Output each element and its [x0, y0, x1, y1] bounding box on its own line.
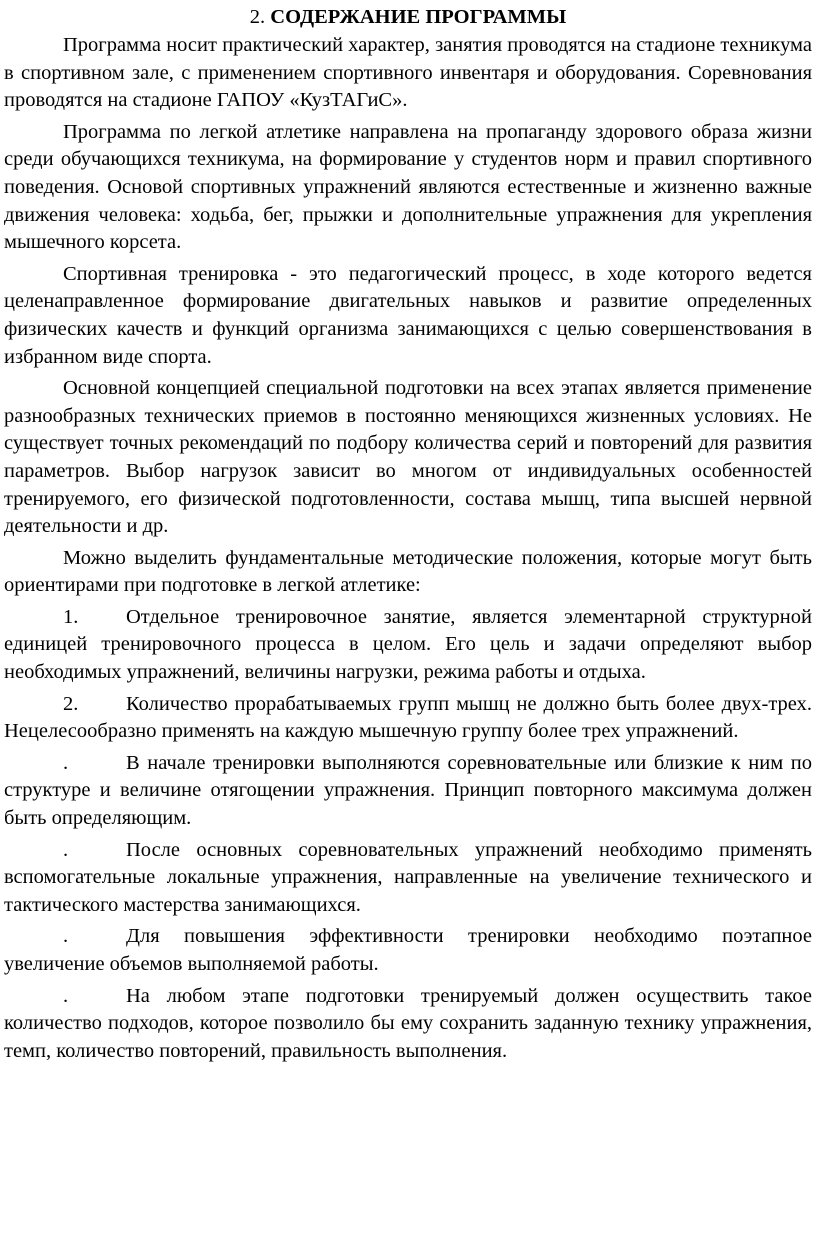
list-item — [4, 750, 812, 833]
list-item-marker: . — [63, 925, 69, 948]
list-item-text: На любом этапе подготовки тренируемый должен осуществить такое количество подходов, которое позволило бы ему сохранить заданную технику упражнения, темп, количество повторений, правильность выполнения. — [4, 984, 812, 1062]
list-item — [4, 983, 812, 1066]
list-item-text: После основных соревновательных упражнений необходимо применять вспомогательные локальные упражнения, направленные на увеличение технического и тактического мастерства занимающихся. — [4, 838, 812, 916]
list-item-marker: . — [63, 838, 69, 861]
section-number: 2. — [249, 6, 266, 28]
list-item-marker: 2. — [63, 692, 79, 715]
list-item-text: В начале тренировки выполняются соревновательные или близкие к ним по структуре и величине отягощении упражнения. Принцип повторного максимума должен быть определяющим. — [4, 751, 812, 830]
paragraph-core-concept: Основной концепцией специальной подготовки на всех этапах является применение разнообразных технических приемов в постоянно меняющихся жизненных условиях. Не существует точных рекомендаций по подбору количества серий и повторений для развития параметров. Выбор нагрузок зависит во многом от индивидуальных особенностей тренируемого, его физической подготовленности, состава мышц, типа высшей нервной деятельности и др. — [4, 377, 812, 538]
list-item — [4, 604, 812, 687]
list-item — [4, 837, 812, 920]
paragraph-principles-intro: Можно выделить фундаментальные методические положения, которые могут быть ориентирами при подготовке в легкой атлетике: — [4, 546, 812, 597]
list-item-text: Количество прорабатываемых групп мышц не должно быть более двух-трех. Нецелесообразно применять на каждую мышечную группу более трех упражнений. — [4, 692, 812, 743]
list-item-text: Отдельное тренировочное занятие, является элементарной структурной единицей тренировочного процесса в целом. Его цель и задачи определяют выбор необходимых упражнений, величины нагрузки, режима работы и отдыха. — [4, 605, 812, 684]
list-item-marker: . — [63, 751, 69, 774]
list-item-text: Для повышения эффективности тренировки необходимо поэтапное увеличение объемов выполняемой работы. — [4, 925, 812, 975]
section-title: СОДЕРЖАНИЕ ПРОГРАММЫ — [270, 6, 567, 28]
paragraph-program-nature: Программа носит практический характер, занятия проводятся на стадионе техникума в спортивном зале, с применением спортивного инвентаря и оборудования. Соревнования проводятся на стадионе ГАПОУ «КузТАГиС». — [4, 34, 812, 112]
list-item-marker: 1. — [63, 605, 79, 628]
paragraph-athletics-aims: Программа по легкой атлетике направлена на пропаганду здорового образа жизни среди обучающихся техникума, на формирование у студентов норм и правил спортивного поведения. Основой спортивных упражнений являются естественные и жизненно важные движения человека: ходьба, бег, прыжки и дополнительные упражнения для укрепления мышечного корсета. — [4, 120, 812, 254]
paragraph-sports-training: Спортивная тренировка - это педагогический процесс, в ходе которого ведется целенаправленное формирование двигательных навыков и развитие определенных физических качеств и функций организма занимающихся с целью совершенствования в избранном виде спорта. — [4, 262, 812, 368]
list-item — [4, 923, 812, 978]
list-item-marker: . — [63, 984, 69, 1007]
list-item — [4, 691, 812, 746]
section-heading — [4, 4, 812, 30]
